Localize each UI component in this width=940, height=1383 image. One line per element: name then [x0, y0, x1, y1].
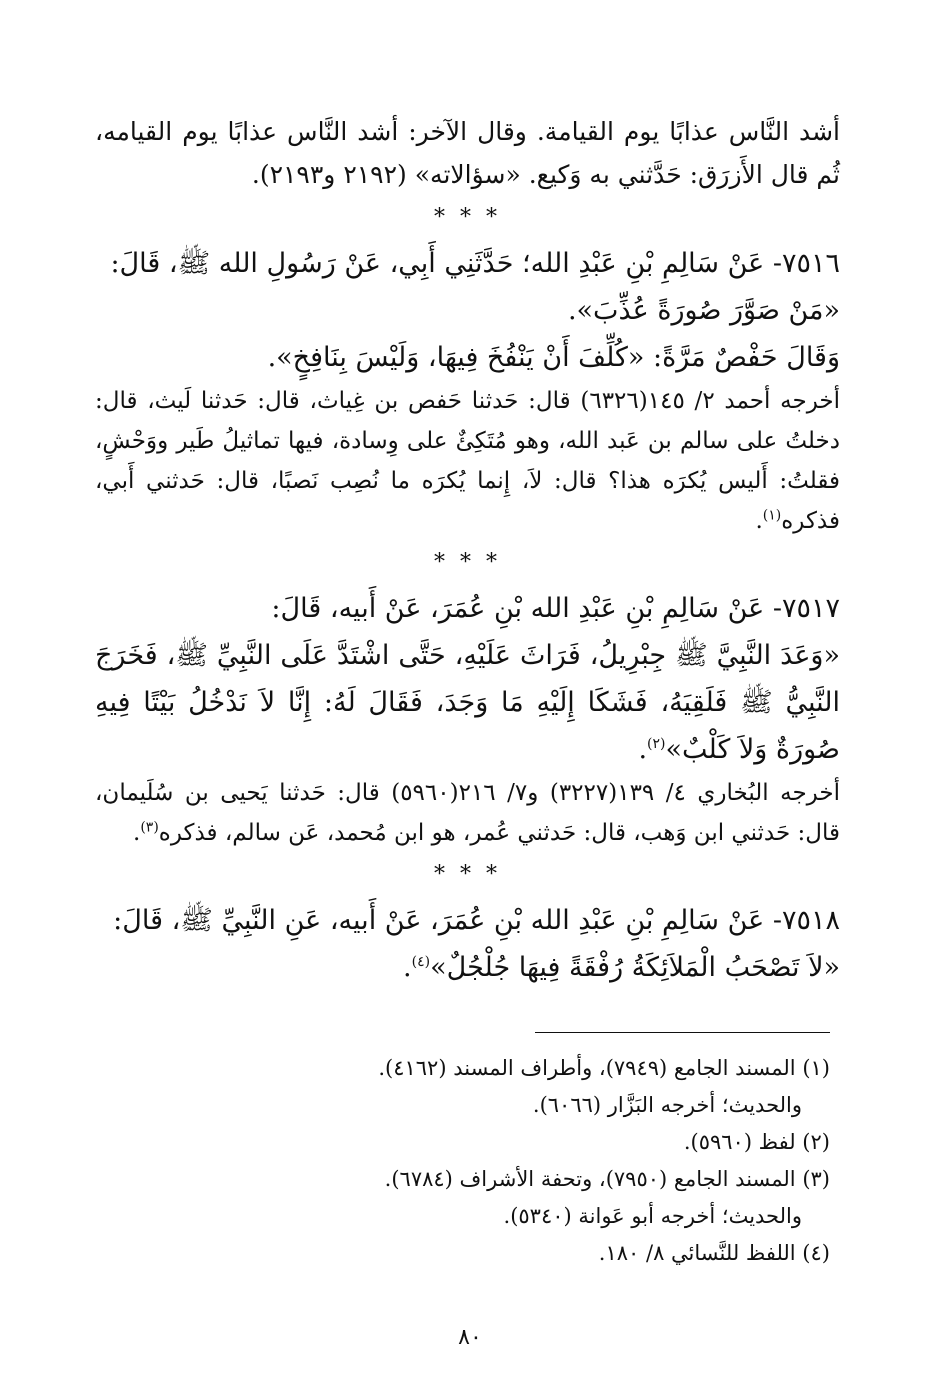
paragraph-text: أشد النَّاس عذابًا يوم القيامة. وقال الآخر: أشد النَّاس عذابًا يوم القيامه، ثُم قال الأَزرَق: حَدَّثني به وَكيع. «سؤالاته» (٢١٩٢ و٢١٩٣).	[95, 117, 840, 189]
hadith-7516-line2: «مَنْ صَوَّرَ صُورَةً عُذِّبَ».	[567, 295, 840, 326]
footnote-ref: (٤)	[411, 954, 431, 970]
footnote-ref: (١)	[762, 507, 782, 524]
takhrij-text: أخرجه أحمد ٢/ ١٤٥(٦٣٢٦) قال: حَدثنا حَفص بن غِياث، قال: حَدثنا لَيث، قال: دخلتُ على سالم بن عَبد الله، وهو مُتَكِئٌ على وِسادة، فيها تماثيلُ طَير ووَحْشٍ، فقلتُ: أَليس يُكرَه هذا؟ قال: لاَ، إِنما يُكرَه ما نُصِب نَصبًا، قال: حَدثني أَبي، فذكره	[95, 388, 840, 534]
hadith-7516-line3: وَقَالَ حَفْصٌ مَرَّةً: «كُلِّفَ أَنْ يَنْفُخَ فِيهَا، وَلَيْسَ بِنَافِخٍ».	[267, 342, 840, 373]
hadith-7518-line1: ٧٥١٨- عَنْ سَالِمِ بْنِ عَبْدِ الله بْنِ عُمَرَ، عَنْ أَبيه، عَنِ النَّبِيِّ ﷺ، قَالَ:	[113, 905, 840, 936]
footnote-ref: (٢)	[647, 736, 666, 752]
footnote-4: (٤) اللفظ للنَّسائي ٨/ ١٨٠.	[598, 1241, 830, 1265]
footnote-2: (٢) لفظ (٥٩٦٠).	[683, 1130, 830, 1154]
hadith-text: «وَعَدَ النَّبِيَّ ﷺ جِبْرِيلُ، فَرَاثَ عَلَيْهِ، حَتَّى اشْتَدَّ عَلَى النَّبِيِّ ﷺ، فَخَرَجَ النَّبِيُّ ﷺ فَلَقِيَهُ، فَشَكَا إِلَيْهِ مَا وَجَدَ، فَقَالَ لَهُ: إِنَّا لاَ نَدْخُلُ بَيْتًا فِيهِ صُورَةٌ وَلاَ كَلْبٌ»	[95, 640, 840, 765]
footnote-3-cont: والحديث؛ أخرجه أبو عَوانة (٥٣٤٠).	[503, 1204, 802, 1228]
footnote-3: (٣) المسند الجامع (٧٩٥٠)، وتحفة الأشراف (٦٧٨٤).	[384, 1167, 830, 1191]
footnote-divider	[535, 1032, 830, 1033]
main-text	[95, 110, 840, 991]
section-separator: * * *	[434, 862, 501, 887]
paragraph-continued	[95, 110, 840, 196]
page-number: ٨٠	[458, 1325, 482, 1350]
hadith-7517-line1: ٧٥١٧- عَنْ سَالِمِ بْنِ عَبْدِ الله بْنِ عُمَرَ، عَنْ أَبيه، قَالَ:	[271, 593, 840, 624]
footnotes	[300, 1050, 830, 1272]
takhrij-text: أخرجه البُخاري ٤/ ١٣٩(٣٢٢٧) و٧/ ٢١٦(٥٩٦٠) قال: حَدثنا يَحيى بن سُلَيمان، قال: حَدثني ابن وَهب، قال: حَدثني عُمر، هو ابن مُحمد، عَن سالم، فذكره	[95, 780, 840, 846]
takhrij-7517: أخرجه البُخاري ٤/ ١٣٩(٣٢٢٧) و٧/ ٢١٦(٥٩٦٠) قال: حَدثنا يَحيى بن سُلَيمان، قال: حَدثني ابن وَهب، قال: حَدثني عُمر، هو ابن مُحمد، عَن سالم، فذكره$^{(٣)}$.	[95, 780, 840, 846]
footnote-1-cont: والحديث؛ أخرجه البَزَّار (٦٠٦٦).	[532, 1093, 802, 1117]
hadith-7516-line1: ٧٥١٦- عَنْ سَالِمِ بْنِ عَبْدِ الله؛ حَدَّثَنِي أَبِي، عَنْ رَسُولِ الله ﷺ، قَالَ:	[110, 248, 840, 279]
hadith-7518-text: «لاَ تَصْحَبُ الْمَلاَئِكَةُ رُفْقَةً فِيهَا جُلْجُلٌ»$^{(٤)}$.	[403, 952, 840, 983]
takhrij-7516: أخرجه أحمد ٢/ ١٤٥(٦٣٢٦) قال: حَدثنا حَفص بن غِياث، قال: حَدثنا لَيث، قال: دخلتُ على سالم بن عَبد الله، وهو مُتَكِئٌ على وِسادة، فيها تماثيلُ طَير ووَحْشٍ، فقلتُ: أَليس يُكرَه هذا؟ قال: لاَ، إِنما يُكرَه ما نُصِب نَصبًا، قال: حَدثني أَبي، فذكره$^{(١)}$.	[95, 388, 840, 534]
section-separator: * * *	[434, 550, 501, 575]
hadith-7517-text: «وَعَدَ النَّبِيَّ ﷺ جِبْرِيلُ، فَرَاثَ عَلَيْهِ، حَتَّى اشْتَدَّ عَلَى النَّبِيِّ ﷺ، فَخَرَجَ النَّبِيُّ ﷺ فَلَقِيَهُ، فَشَكَا إِلَيْهِ مَا وَجَدَ، فَقَالَ لَهُ: إِنَّا لاَ نَدْخُلُ بَيْتًا فِيهِ صُورَةٌ وَلاَ كَلْبٌ»$^{(٢)}$.	[95, 640, 840, 765]
footnote-ref: (٣)	[140, 819, 159, 836]
section-separator: * * *	[434, 205, 501, 230]
footnote-1: (١) المسند الجامع (٧٩٤٩)، وأطراف المسند (٤١٦٢).	[378, 1056, 830, 1080]
hadith-text: «لاَ تَصْحَبُ الْمَلاَئِكَةُ رُفْقَةً فِيهَا جُلْجُلٌ»	[430, 952, 840, 983]
